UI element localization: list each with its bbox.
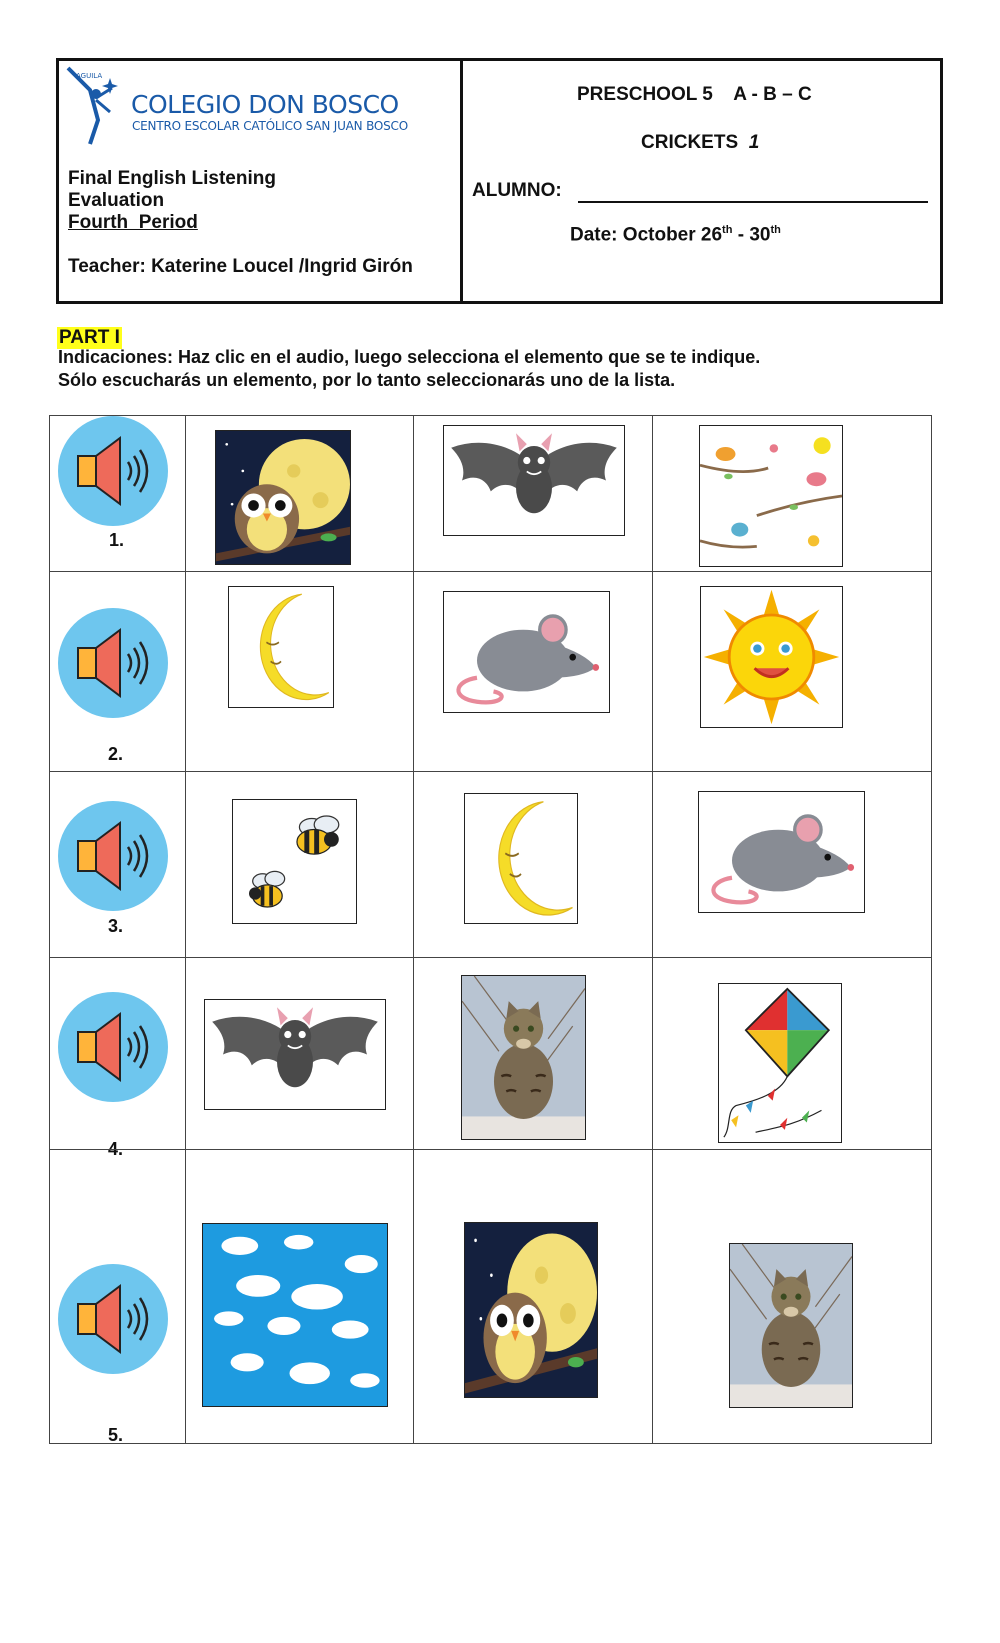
grade-label: PRESCHOOL 5 A - B – C: [577, 84, 812, 105]
audio-speaker-button[interactable]: [58, 992, 168, 1102]
mouse-icon: [444, 592, 609, 712]
speaker-icon: [58, 992, 168, 1102]
bat-option[interactable]: [443, 425, 625, 536]
student-name-line[interactable]: [578, 201, 928, 203]
school-name: COLEGIO DON BOSCO: [131, 90, 399, 119]
date-start: Date: October 26: [570, 224, 723, 246]
bees-option[interactable]: [232, 799, 357, 924]
part-title: PART I: [59, 327, 120, 348]
teacher-label: Teacher: Katerine Loucel /Ingrid Girón: [68, 256, 413, 277]
audio-speaker-button[interactable]: [58, 1264, 168, 1374]
kite-icon: [719, 984, 841, 1142]
mouse-option[interactable]: [443, 591, 610, 713]
date-end: - 30: [732, 224, 771, 246]
date-label: [570, 224, 781, 246]
moon-option[interactable]: [464, 793, 578, 924]
owl-option[interactable]: [215, 430, 351, 565]
sun-icon: [701, 587, 842, 727]
cat-option[interactable]: [729, 1243, 853, 1408]
kite-option[interactable]: [718, 983, 842, 1143]
cat-icon: [730, 1244, 852, 1407]
speaker-icon: [58, 608, 168, 718]
owl-option[interactable]: [464, 1222, 598, 1398]
evaluation-title-line2: Evaluation: [68, 190, 165, 211]
sky-option[interactable]: [202, 1223, 388, 1407]
owl-icon: [465, 1223, 597, 1397]
date-sup-end: th: [770, 224, 781, 236]
sky-icon: [203, 1224, 387, 1406]
audio-speaker-button[interactable]: [58, 801, 168, 911]
group-label: [641, 132, 759, 154]
speaker-icon: [58, 416, 168, 526]
audio-speaker-button[interactable]: [58, 416, 168, 526]
speaker-icon: [58, 801, 168, 911]
speaker-icon: [58, 1264, 168, 1374]
svg-text:AGUILA: AGUILA: [76, 72, 103, 80]
instruction-line1: Indicaciones: Haz clic en el audio, luego selecciona el elemento que se te indique.: [58, 347, 761, 367]
audio-speaker-button[interactable]: [58, 608, 168, 718]
question-number: 4.: [108, 1139, 124, 1159]
moon-icon: [465, 794, 577, 923]
group-number: 1: [748, 132, 760, 153]
student-label: ALUMNO:: [472, 180, 562, 201]
school-logo-icon: [60, 60, 128, 148]
bat-icon: [205, 1000, 385, 1109]
period-label: Fourth Period: [68, 212, 198, 233]
mouse-option[interactable]: [698, 791, 865, 913]
moon-option[interactable]: [228, 586, 334, 708]
bees-icon: [233, 800, 356, 923]
birds-option[interactable]: [699, 425, 843, 567]
instruction-line2: Sólo escucharás un elemento, por lo tanto seleccionarás uno de la lista.: [58, 370, 676, 390]
sun-option[interactable]: [700, 586, 843, 728]
bat-option[interactable]: [204, 999, 386, 1110]
evaluation-title-line1: Final English Listening: [68, 168, 276, 189]
bat-icon: [444, 426, 624, 535]
question-number: 5.: [108, 1425, 124, 1445]
question-number: 1.: [109, 530, 125, 550]
date-sup-start: th: [722, 224, 733, 236]
question-number: 3.: [108, 916, 124, 936]
group-name: CRICKETS: [641, 132, 739, 153]
birds-icon: [700, 426, 842, 566]
cat-option[interactable]: [461, 975, 586, 1140]
header-divider: [460, 58, 463, 304]
moon-icon: [229, 587, 333, 707]
cat-icon: [462, 976, 585, 1139]
question-number: 2.: [108, 744, 124, 764]
owl-icon: [216, 431, 350, 564]
mouse-icon: [699, 792, 864, 912]
school-subtitle: CENTRO ESCOLAR CATÓLICO SAN JUAN BOSCO: [132, 119, 408, 133]
